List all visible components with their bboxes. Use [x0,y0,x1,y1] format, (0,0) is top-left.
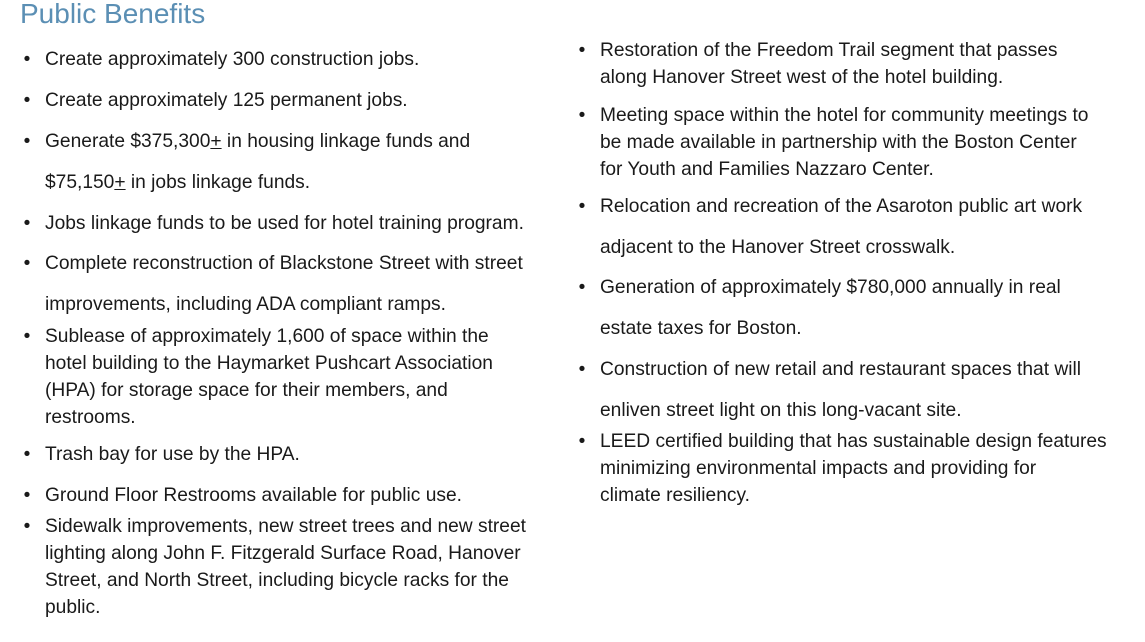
item-text: LEED certified building that has sustainable design features [600,431,1107,452]
bullet-icon: • [23,131,31,152]
item-text: Complete reconstruction of Blackstone Street with street [45,253,523,274]
item-text: Sublease of approximately 1,600 of space within the [45,326,489,347]
item-text-rest: in jobs linkage funds. [125,172,311,193]
item-text: Jobs linkage funds to be used for hotel training program. [45,213,524,234]
item-text: public. [45,597,101,618]
item-text: be made available in partnership with the Boston Center [600,132,1077,153]
bullet-icon: • [578,40,586,61]
item-text: Construction of new retail and restaurant spaces that will [600,359,1081,380]
bullet-icon: • [23,49,31,70]
item-text: enliven street light on this long-vacant site. [600,400,962,421]
item-text: Create approximately 125 permanent jobs. [45,90,408,111]
bullet-icon: • [578,431,586,452]
bullet-icon: • [23,90,31,111]
item-text: for Youth and Families Nazzaro Center. [600,159,934,180]
list-item [578,356,1081,424]
item-text: estate taxes for Boston. [600,318,802,339]
item-text [45,128,470,155]
item-text: Trash bay for use by the HPA. [45,444,300,465]
item-text: hotel building to the Haymarket Pushcart Association [45,353,493,374]
item-text: Street, and North Street, including bicycle racks for the [45,570,509,591]
list-item [23,128,471,196]
list-item [23,323,493,431]
item-text: Ground Floor Restrooms available for public use. [45,485,462,506]
item-text: Sidewalk improvements, new street trees and new street [45,516,526,537]
item-text: along Hanover Street west of the hotel building. [600,67,1004,88]
bullet-icon: • [578,105,586,126]
list-item [578,102,1089,183]
item-text: lighting along John F. Fitzgerald Surface Road, Hanover [45,543,521,564]
page-title: Public Benefits [20,0,206,29]
plus-minus-mark: + [210,131,222,152]
plus-minus-mark: + [114,172,126,193]
item-text: improvements, including ADA compliant ramps. [45,294,446,315]
list-item [578,428,1107,509]
bullet-icon: • [578,359,586,380]
bullet-icon: • [23,326,31,347]
list-item [23,441,300,468]
list-item [23,87,408,114]
item-text: Generation of approximately $780,000 annually in real [600,277,1061,298]
item-text: Create approximately 300 construction jobs. [45,49,420,70]
bullet-icon: • [23,485,31,506]
list-item [23,482,462,509]
item-text: Meeting space within the hotel for community meetings to [600,105,1089,126]
item-text [45,169,470,196]
bullet-icon: • [23,213,31,234]
list-item [23,210,524,237]
item-text: Relocation and recreation of the Asaroton public art work [600,196,1083,217]
bullet-icon: • [23,516,31,537]
item-text: (HPA) for storage space for their members, and [45,380,448,401]
item-text: Restoration of the Freedom Trail segment that passes [600,40,1058,61]
bullet-icon: • [578,277,586,298]
list-item [578,37,1058,91]
list-item [578,193,1083,261]
item-text: minimizing environmental impacts and providing for [600,458,1037,479]
item-text: adjacent to the Hanover Street crosswalk. [600,237,956,258]
item-text: restrooms. [45,407,136,428]
amount-text: $75,150 [45,172,115,193]
list-item [23,46,420,73]
list-item [23,513,526,621]
list-item [578,274,1061,342]
item-text-rest: in housing linkage funds and [221,131,471,152]
bullet-icon: • [578,196,586,217]
bullet-icon: • [23,253,31,274]
item-text: climate resiliency. [600,485,750,506]
amount-text: Generate $375,300 [45,131,211,152]
bullet-icon: • [23,444,31,465]
list-item [23,250,523,318]
